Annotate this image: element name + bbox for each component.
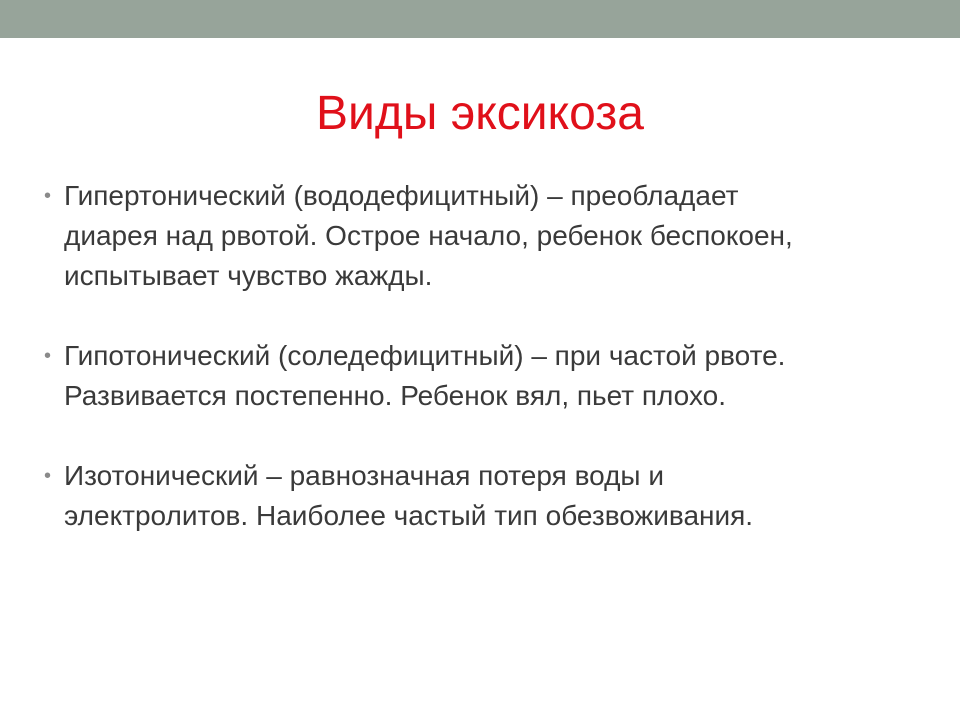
bullet-dot-icon: • xyxy=(44,185,52,207)
slide-title: Виды эксикоза xyxy=(316,87,644,140)
bullet-line: Гипотонический (соледефицитный) – при частой рвоте. xyxy=(64,340,786,371)
bullet-line: Изотонический – равнозначная потеря воды и xyxy=(64,460,664,491)
bullet-text xyxy=(64,456,922,536)
top-accent-bar xyxy=(0,0,960,38)
bullet-line: электролитов. Наиболее частый тип обезвоживания. xyxy=(64,500,754,531)
bullet-dot-icon: • xyxy=(44,465,52,487)
bullet-item xyxy=(42,336,922,416)
bullet-line: Гипертонический (вододефицитный) – преобладает xyxy=(64,180,739,211)
bullet-text xyxy=(64,336,922,416)
bullet-dot-icon: • xyxy=(44,345,52,367)
bullet-line: Развивается постепенно. Ребенок вял, пьет плохо. xyxy=(64,380,726,411)
bullet-line: диарея над рвотой. Острое начало, ребенок беспокоен, xyxy=(64,220,793,251)
bullet-text xyxy=(64,176,922,296)
bullet-line: испытывает чувство жажды. xyxy=(64,260,433,291)
bullet-list xyxy=(42,176,922,536)
bullet-item xyxy=(42,456,922,536)
bullet-item xyxy=(42,176,922,296)
